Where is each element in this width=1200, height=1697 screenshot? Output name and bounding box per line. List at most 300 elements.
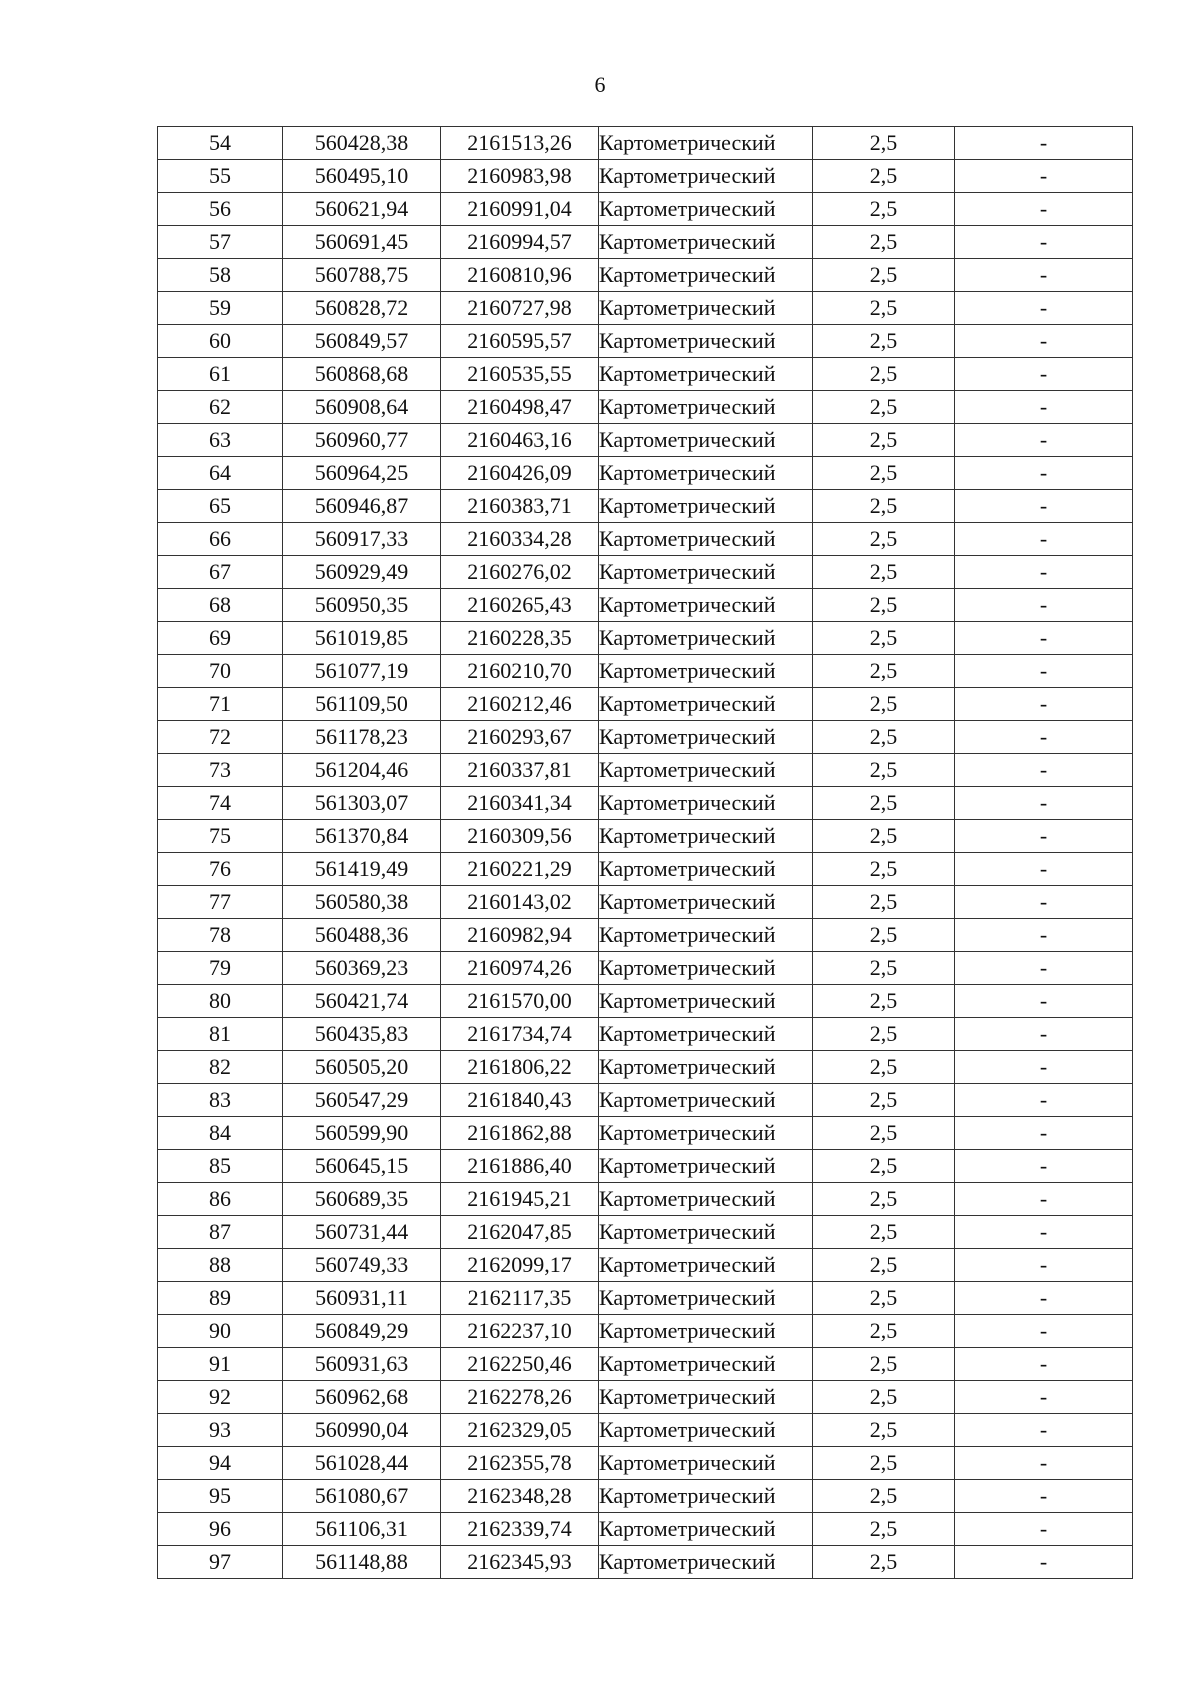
- table-row: [158, 1084, 1133, 1117]
- description-cell: -: [955, 1348, 1133, 1381]
- y-coordinate-cell: 2160991,04: [441, 193, 599, 226]
- accuracy-cell: 2,5: [813, 160, 955, 193]
- coordinates-table: [157, 126, 1133, 1579]
- table-row: [158, 1315, 1133, 1348]
- description-cell: -: [955, 1051, 1133, 1084]
- y-coordinate-cell: 2160334,28: [441, 523, 599, 556]
- description-cell: -: [955, 424, 1133, 457]
- method-cell: Картометрический: [599, 259, 813, 292]
- method-cell: Картометрический: [599, 721, 813, 754]
- x-coordinate-cell: 561419,49: [283, 853, 441, 886]
- accuracy-cell: 2,5: [813, 127, 955, 160]
- x-coordinate-cell: 560495,10: [283, 160, 441, 193]
- description-cell: -: [955, 358, 1133, 391]
- method-cell: Картометрический: [599, 1480, 813, 1513]
- method-cell: Картометрический: [599, 1117, 813, 1150]
- y-coordinate-cell: 2161862,88: [441, 1117, 599, 1150]
- accuracy-cell: 2,5: [813, 688, 955, 721]
- table-row: [158, 127, 1133, 160]
- y-coordinate-cell: 2162117,35: [441, 1282, 599, 1315]
- accuracy-cell: 2,5: [813, 853, 955, 886]
- description-cell: -: [955, 1447, 1133, 1480]
- point-number-cell: 67: [158, 556, 283, 589]
- method-cell: Картометрический: [599, 523, 813, 556]
- accuracy-cell: 2,5: [813, 556, 955, 589]
- table-row: [158, 1447, 1133, 1480]
- y-coordinate-cell: 2160727,98: [441, 292, 599, 325]
- y-coordinate-cell: 2160228,35: [441, 622, 599, 655]
- description-cell: -: [955, 1546, 1133, 1579]
- accuracy-cell: 2,5: [813, 1117, 955, 1150]
- point-number-cell: 58: [158, 259, 283, 292]
- x-coordinate-cell: 560929,49: [283, 556, 441, 589]
- x-coordinate-cell: 561303,07: [283, 787, 441, 820]
- accuracy-cell: 2,5: [813, 1216, 955, 1249]
- point-number-cell: 56: [158, 193, 283, 226]
- description-cell: -: [955, 1216, 1133, 1249]
- table-row: [158, 292, 1133, 325]
- method-cell: Картометрический: [599, 1381, 813, 1414]
- y-coordinate-cell: 2160810,96: [441, 259, 599, 292]
- x-coordinate-cell: 560946,87: [283, 490, 441, 523]
- x-coordinate-cell: 560990,04: [283, 1414, 441, 1447]
- accuracy-cell: 2,5: [813, 325, 955, 358]
- method-cell: Картометрический: [599, 457, 813, 490]
- x-coordinate-cell: 561019,85: [283, 622, 441, 655]
- y-coordinate-cell: 2160383,71: [441, 490, 599, 523]
- y-coordinate-cell: 2160974,26: [441, 952, 599, 985]
- accuracy-cell: 2,5: [813, 358, 955, 391]
- point-number-cell: 70: [158, 655, 283, 688]
- table-row: [158, 490, 1133, 523]
- method-cell: Картометрический: [599, 490, 813, 523]
- accuracy-cell: 2,5: [813, 589, 955, 622]
- point-number-cell: 73: [158, 754, 283, 787]
- accuracy-cell: 2,5: [813, 886, 955, 919]
- method-cell: Картометрический: [599, 193, 813, 226]
- x-coordinate-cell: 560931,63: [283, 1348, 441, 1381]
- description-cell: -: [955, 1480, 1133, 1513]
- table-row: [158, 1381, 1133, 1414]
- table-row: [158, 787, 1133, 820]
- x-coordinate-cell: 560849,57: [283, 325, 441, 358]
- y-coordinate-cell: 2160337,81: [441, 754, 599, 787]
- y-coordinate-cell: 2160982,94: [441, 919, 599, 952]
- y-coordinate-cell: 2160994,57: [441, 226, 599, 259]
- description-cell: -: [955, 589, 1133, 622]
- x-coordinate-cell: 560621,94: [283, 193, 441, 226]
- point-number-cell: 75: [158, 820, 283, 853]
- x-coordinate-cell: 561028,44: [283, 1447, 441, 1480]
- point-number-cell: 96: [158, 1513, 283, 1546]
- accuracy-cell: 2,5: [813, 787, 955, 820]
- description-cell: -: [955, 1150, 1133, 1183]
- description-cell: -: [955, 1414, 1133, 1447]
- table-row: [158, 226, 1133, 259]
- accuracy-cell: 2,5: [813, 1546, 955, 1579]
- x-coordinate-cell: 560547,29: [283, 1084, 441, 1117]
- accuracy-cell: 2,5: [813, 952, 955, 985]
- method-cell: Картометрический: [599, 589, 813, 622]
- description-cell: -: [955, 952, 1133, 985]
- point-number-cell: 91: [158, 1348, 283, 1381]
- accuracy-cell: 2,5: [813, 820, 955, 853]
- point-number-cell: 81: [158, 1018, 283, 1051]
- y-coordinate-cell: 2160341,34: [441, 787, 599, 820]
- description-cell: -: [955, 820, 1133, 853]
- description-cell: -: [955, 919, 1133, 952]
- table-row: [158, 457, 1133, 490]
- method-cell: Картометрический: [599, 127, 813, 160]
- table-row: [158, 1513, 1133, 1546]
- x-coordinate-cell: 560828,72: [283, 292, 441, 325]
- table-row: [158, 193, 1133, 226]
- method-cell: Картометрический: [599, 160, 813, 193]
- accuracy-cell: 2,5: [813, 721, 955, 754]
- accuracy-cell: 2,5: [813, 985, 955, 1018]
- x-coordinate-cell: 561178,23: [283, 721, 441, 754]
- table-row: [158, 622, 1133, 655]
- point-number-cell: 62: [158, 391, 283, 424]
- description-cell: -: [955, 391, 1133, 424]
- y-coordinate-cell: 2162329,05: [441, 1414, 599, 1447]
- y-coordinate-cell: 2161840,43: [441, 1084, 599, 1117]
- x-coordinate-cell: 561077,19: [283, 655, 441, 688]
- table-row: [158, 523, 1133, 556]
- table-row: [158, 1216, 1133, 1249]
- description-cell: -: [955, 853, 1133, 886]
- accuracy-cell: 2,5: [813, 1084, 955, 1117]
- method-cell: Картометрический: [599, 226, 813, 259]
- x-coordinate-cell: 561148,88: [283, 1546, 441, 1579]
- table-row: [158, 1150, 1133, 1183]
- y-coordinate-cell: 2162278,26: [441, 1381, 599, 1414]
- description-cell: -: [955, 127, 1133, 160]
- method-cell: Картометрический: [599, 1249, 813, 1282]
- method-cell: Картометрический: [599, 820, 813, 853]
- accuracy-cell: 2,5: [813, 1348, 955, 1381]
- y-coordinate-cell: 2160426,09: [441, 457, 599, 490]
- y-coordinate-cell: 2160293,67: [441, 721, 599, 754]
- point-number-cell: 65: [158, 490, 283, 523]
- x-coordinate-cell: 560749,33: [283, 1249, 441, 1282]
- point-number-cell: 95: [158, 1480, 283, 1513]
- point-number-cell: 83: [158, 1084, 283, 1117]
- description-cell: -: [955, 1315, 1133, 1348]
- method-cell: Картометрический: [599, 1150, 813, 1183]
- method-cell: Картометрический: [599, 1051, 813, 1084]
- description-cell: -: [955, 1117, 1133, 1150]
- table-row: [158, 1414, 1133, 1447]
- point-number-cell: 59: [158, 292, 283, 325]
- accuracy-cell: 2,5: [813, 1018, 955, 1051]
- method-cell: Картометрический: [599, 1183, 813, 1216]
- point-number-cell: 69: [158, 622, 283, 655]
- point-number-cell: 85: [158, 1150, 283, 1183]
- table-row: [158, 1183, 1133, 1216]
- method-cell: Картометрический: [599, 919, 813, 952]
- method-cell: Картометрический: [599, 391, 813, 424]
- point-number-cell: 54: [158, 127, 283, 160]
- accuracy-cell: 2,5: [813, 523, 955, 556]
- table-row: [158, 1249, 1133, 1282]
- method-cell: Картометрический: [599, 292, 813, 325]
- x-coordinate-cell: 561109,50: [283, 688, 441, 721]
- accuracy-cell: 2,5: [813, 1183, 955, 1216]
- method-cell: Картометрический: [599, 622, 813, 655]
- point-number-cell: 79: [158, 952, 283, 985]
- y-coordinate-cell: 2161886,40: [441, 1150, 599, 1183]
- y-coordinate-cell: 2162355,78: [441, 1447, 599, 1480]
- accuracy-cell: 2,5: [813, 226, 955, 259]
- description-cell: -: [955, 754, 1133, 787]
- accuracy-cell: 2,5: [813, 1150, 955, 1183]
- accuracy-cell: 2,5: [813, 1381, 955, 1414]
- description-cell: -: [955, 622, 1133, 655]
- description-cell: -: [955, 886, 1133, 919]
- method-cell: Картометрический: [599, 787, 813, 820]
- description-cell: -: [955, 259, 1133, 292]
- point-number-cell: 74: [158, 787, 283, 820]
- method-cell: Картометрический: [599, 853, 813, 886]
- description-cell: -: [955, 457, 1133, 490]
- x-coordinate-cell: 560964,25: [283, 457, 441, 490]
- table-row: [158, 985, 1133, 1018]
- y-coordinate-cell: 2161570,00: [441, 985, 599, 1018]
- method-cell: Картометрический: [599, 985, 813, 1018]
- x-coordinate-cell: 561204,46: [283, 754, 441, 787]
- point-number-cell: 68: [158, 589, 283, 622]
- accuracy-cell: 2,5: [813, 655, 955, 688]
- table-row: [158, 1348, 1133, 1381]
- accuracy-cell: 2,5: [813, 1447, 955, 1480]
- y-coordinate-cell: 2160212,46: [441, 688, 599, 721]
- description-cell: -: [955, 1513, 1133, 1546]
- point-number-cell: 82: [158, 1051, 283, 1084]
- point-number-cell: 90: [158, 1315, 283, 1348]
- x-coordinate-cell: 560645,15: [283, 1150, 441, 1183]
- point-number-cell: 89: [158, 1282, 283, 1315]
- description-cell: -: [955, 160, 1133, 193]
- accuracy-cell: 2,5: [813, 490, 955, 523]
- x-coordinate-cell: 560691,45: [283, 226, 441, 259]
- description-cell: -: [955, 688, 1133, 721]
- x-coordinate-cell: 560435,83: [283, 1018, 441, 1051]
- y-coordinate-cell: 2162339,74: [441, 1513, 599, 1546]
- description-cell: -: [955, 523, 1133, 556]
- point-number-cell: 97: [158, 1546, 283, 1579]
- method-cell: Картометрический: [599, 1084, 813, 1117]
- accuracy-cell: 2,5: [813, 391, 955, 424]
- method-cell: Картометрический: [599, 1546, 813, 1579]
- x-coordinate-cell: 560908,64: [283, 391, 441, 424]
- x-coordinate-cell: 560488,36: [283, 919, 441, 952]
- point-number-cell: 66: [158, 523, 283, 556]
- description-cell: -: [955, 1381, 1133, 1414]
- method-cell: Картометрический: [599, 556, 813, 589]
- point-number-cell: 61: [158, 358, 283, 391]
- method-cell: Картометрический: [599, 688, 813, 721]
- description-cell: -: [955, 490, 1133, 523]
- table-row: [158, 820, 1133, 853]
- x-coordinate-cell: 560950,35: [283, 589, 441, 622]
- description-cell: -: [955, 1249, 1133, 1282]
- y-coordinate-cell: 2162348,28: [441, 1480, 599, 1513]
- table-row: [158, 1117, 1133, 1150]
- point-number-cell: 63: [158, 424, 283, 457]
- table-row: [158, 325, 1133, 358]
- table-row: [158, 886, 1133, 919]
- y-coordinate-cell: 2162250,46: [441, 1348, 599, 1381]
- table-row: [158, 754, 1133, 787]
- y-coordinate-cell: 2160276,02: [441, 556, 599, 589]
- accuracy-cell: 2,5: [813, 919, 955, 952]
- x-coordinate-cell: 560421,74: [283, 985, 441, 1018]
- table-row: [158, 655, 1133, 688]
- x-coordinate-cell: 561370,84: [283, 820, 441, 853]
- x-coordinate-cell: 560931,11: [283, 1282, 441, 1315]
- x-coordinate-cell: 560689,35: [283, 1183, 441, 1216]
- description-cell: -: [955, 292, 1133, 325]
- table-row: [158, 688, 1133, 721]
- table-row: [158, 1018, 1133, 1051]
- y-coordinate-cell: 2161945,21: [441, 1183, 599, 1216]
- x-coordinate-cell: 560868,68: [283, 358, 441, 391]
- point-number-cell: 71: [158, 688, 283, 721]
- x-coordinate-cell: 560505,20: [283, 1051, 441, 1084]
- x-coordinate-cell: 560731,44: [283, 1216, 441, 1249]
- point-number-cell: 80: [158, 985, 283, 1018]
- point-number-cell: 86: [158, 1183, 283, 1216]
- accuracy-cell: 2,5: [813, 259, 955, 292]
- point-number-cell: 64: [158, 457, 283, 490]
- point-number-cell: 78: [158, 919, 283, 952]
- x-coordinate-cell: 560788,75: [283, 259, 441, 292]
- y-coordinate-cell: 2160595,57: [441, 325, 599, 358]
- table-row: [158, 721, 1133, 754]
- accuracy-cell: 2,5: [813, 1480, 955, 1513]
- x-coordinate-cell: 561080,67: [283, 1480, 441, 1513]
- description-cell: -: [955, 193, 1133, 226]
- table-row: [158, 556, 1133, 589]
- method-cell: Картометрический: [599, 358, 813, 391]
- point-number-cell: 57: [158, 226, 283, 259]
- table-row: [158, 259, 1133, 292]
- x-coordinate-cell: 560849,29: [283, 1315, 441, 1348]
- description-cell: -: [955, 556, 1133, 589]
- method-cell: Картометрический: [599, 952, 813, 985]
- table-row: [158, 853, 1133, 886]
- point-number-cell: 87: [158, 1216, 283, 1249]
- accuracy-cell: 2,5: [813, 1315, 955, 1348]
- y-coordinate-cell: 2161513,26: [441, 127, 599, 160]
- method-cell: Картометрический: [599, 1348, 813, 1381]
- y-coordinate-cell: 2160210,70: [441, 655, 599, 688]
- description-cell: -: [955, 655, 1133, 688]
- x-coordinate-cell: 560962,68: [283, 1381, 441, 1414]
- point-number-cell: 55: [158, 160, 283, 193]
- description-cell: -: [955, 1018, 1133, 1051]
- y-coordinate-cell: 2160535,55: [441, 358, 599, 391]
- point-number-cell: 93: [158, 1414, 283, 1447]
- accuracy-cell: 2,5: [813, 1249, 955, 1282]
- method-cell: Картометрический: [599, 1282, 813, 1315]
- x-coordinate-cell: 560917,33: [283, 523, 441, 556]
- coordinates-table-body: [158, 127, 1133, 1579]
- y-coordinate-cell: 2162345,93: [441, 1546, 599, 1579]
- table-row: [158, 358, 1133, 391]
- table-row: [158, 919, 1133, 952]
- method-cell: Картометрический: [599, 1315, 813, 1348]
- point-number-cell: 84: [158, 1117, 283, 1150]
- description-cell: -: [955, 1084, 1133, 1117]
- y-coordinate-cell: 2162237,10: [441, 1315, 599, 1348]
- y-coordinate-cell: 2160983,98: [441, 160, 599, 193]
- y-coordinate-cell: 2160221,29: [441, 853, 599, 886]
- method-cell: Картометрический: [599, 1513, 813, 1546]
- x-coordinate-cell: 560960,77: [283, 424, 441, 457]
- method-cell: Картометрический: [599, 325, 813, 358]
- point-number-cell: 77: [158, 886, 283, 919]
- point-number-cell: 88: [158, 1249, 283, 1282]
- point-number-cell: 94: [158, 1447, 283, 1480]
- y-coordinate-cell: 2160143,02: [441, 886, 599, 919]
- x-coordinate-cell: 560580,38: [283, 886, 441, 919]
- table-row: [158, 952, 1133, 985]
- method-cell: Картометрический: [599, 1414, 813, 1447]
- accuracy-cell: 2,5: [813, 292, 955, 325]
- point-number-cell: 76: [158, 853, 283, 886]
- description-cell: -: [955, 325, 1133, 358]
- method-cell: Картометрический: [599, 424, 813, 457]
- y-coordinate-cell: 2161806,22: [441, 1051, 599, 1084]
- description-cell: -: [955, 985, 1133, 1018]
- description-cell: -: [955, 721, 1133, 754]
- description-cell: -: [955, 1183, 1133, 1216]
- accuracy-cell: 2,5: [813, 622, 955, 655]
- table-row: [158, 589, 1133, 622]
- accuracy-cell: 2,5: [813, 1282, 955, 1315]
- y-coordinate-cell: 2161734,74: [441, 1018, 599, 1051]
- method-cell: Картометрический: [599, 1216, 813, 1249]
- accuracy-cell: 2,5: [813, 1051, 955, 1084]
- method-cell: Картометрический: [599, 655, 813, 688]
- y-coordinate-cell: 2160265,43: [441, 589, 599, 622]
- y-coordinate-cell: 2160463,16: [441, 424, 599, 457]
- method-cell: Картометрический: [599, 886, 813, 919]
- description-cell: -: [955, 1282, 1133, 1315]
- table-row: [158, 391, 1133, 424]
- y-coordinate-cell: 2160498,47: [441, 391, 599, 424]
- accuracy-cell: 2,5: [813, 193, 955, 226]
- point-number-cell: 92: [158, 1381, 283, 1414]
- table-row: [158, 160, 1133, 193]
- y-coordinate-cell: 2162099,17: [441, 1249, 599, 1282]
- accuracy-cell: 2,5: [813, 457, 955, 490]
- method-cell: Картометрический: [599, 754, 813, 787]
- x-coordinate-cell: 560369,23: [283, 952, 441, 985]
- table-row: [158, 424, 1133, 457]
- description-cell: -: [955, 787, 1133, 820]
- x-coordinate-cell: 560599,90: [283, 1117, 441, 1150]
- accuracy-cell: 2,5: [813, 1414, 955, 1447]
- description-cell: -: [955, 226, 1133, 259]
- x-coordinate-cell: 560428,38: [283, 127, 441, 160]
- table-row: [158, 1546, 1133, 1579]
- page-number: 6: [594, 72, 606, 97]
- table-row: [158, 1480, 1133, 1513]
- y-coordinate-cell: 2162047,85: [441, 1216, 599, 1249]
